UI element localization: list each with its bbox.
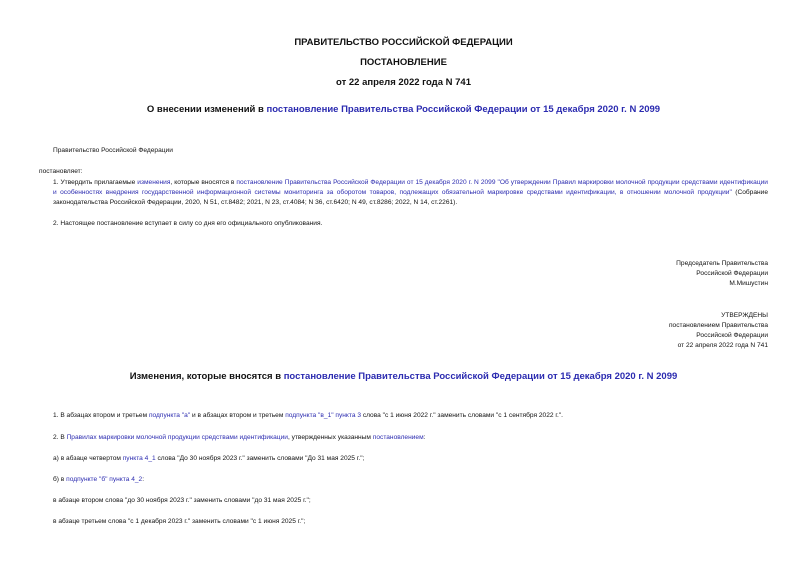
paragraph-1 (53, 178, 768, 208)
document-title-prefix: О внесении изменений в (146, 104, 267, 115)
change-b-1: в абзаце втором слова "до 30 ноября 2023 г." заменить словами "до 31 мая 2025 г."; (53, 497, 311, 504)
approval-date: от 22 апреля 2022 года N 741 (677, 342, 768, 349)
change-a (53, 454, 364, 464)
approval-block (669, 311, 768, 351)
document-date: от 22 апреля 2022 года N 741 (336, 77, 471, 88)
signature-block (676, 259, 768, 289)
change-2-text-c: : (423, 434, 426, 441)
change-1-text-a: 1. В абзацах втором и третьем (53, 412, 149, 419)
paragraph-1-text-b: , которые вносятся в (170, 179, 237, 186)
change-2-text-a: 2. В (53, 434, 67, 441)
government-name: Правительство Российской Федерации (53, 147, 173, 154)
government-heading: ПРАВИТЕЛЬСТВО РОССИЙСКОЙ ФЕДЕРАЦИИ (294, 37, 513, 48)
change-1-text-b: и в абзацах втором и третьем (190, 412, 286, 419)
subparagraph-v1-link[interactable]: подпункта "в_1" пункта 3 (285, 412, 361, 419)
approval-country: Российской Федерации (696, 332, 768, 339)
point-4-1-link[interactable]: пункта 4_1 (122, 455, 156, 462)
change-a-text-b: слова "До 30 ноября 2023 г." заменить словами "До 31 мая 2025 г."; (155, 455, 365, 462)
change-1-text-c: слова "с 1 июня 2022 г." заменить словами "с 1 сентября 2022 г.". (361, 412, 563, 419)
change-b-text-b: : (142, 476, 145, 483)
change-b-text-a: б) в (53, 476, 67, 483)
paragraph-1-text-a: 1. Утвердить прилагаемые (53, 179, 138, 186)
change-2-text-b: , утвержденных указанным (287, 434, 373, 441)
change-a-text-a: а) в абзаце четвертом (53, 455, 123, 462)
signature-name: М.Мишустин (729, 280, 768, 287)
document-type: ПОСТАНОВЛЕНИЕ (360, 57, 447, 68)
changes-title-prefix: Изменения, которые вносятся в (129, 371, 284, 382)
change-b-2: в абзаце третьем слова "с 1 декабря 2023 г." заменить словами "с 1 июня 2025 г."; (53, 518, 306, 525)
resolution-link[interactable]: постановлением (372, 434, 424, 441)
changes-link[interactable]: изменения (137, 179, 171, 186)
signature-country: Российской Федерации (696, 270, 768, 277)
approval-heading: УТВЕРЖДЕНЫ (721, 312, 768, 319)
changes-title (0, 371, 807, 382)
change-b (53, 475, 144, 485)
change-2 (53, 433, 425, 443)
decides-label: постановляет: (39, 168, 83, 175)
rules-link[interactable]: Правилах маркировки молочной продукции средствами идентификации (66, 434, 288, 441)
signature-position: Председатель Правительства (676, 260, 768, 267)
document-title (0, 104, 807, 115)
decree-2099-link[interactable]: постановление Правительства Российской Федерации от 15 декабря 2020 г. N 2099 (266, 104, 661, 115)
point-4-2-link[interactable]: подпункте "б" пункта 4_2 (66, 476, 143, 483)
approval-by: постановлением Правительства (668, 322, 768, 329)
changes-decree-link[interactable]: постановление Правительства Российской Федерации от 15 декабря 2020 г. N 2099 (283, 371, 678, 382)
decree-2099-full-link[interactable]: постановление Правительства Российской Федерации от 15 декабря 2020 г. N 2099 "Об утверждении Правил маркировки молочной продукции средствами идентификации и особенностях внедрения государственной информационной системы мониторинга за оборотом товаров, подлежащих обязательной маркировке средствами идентификации, в отношении молочной продукции" (53, 179, 768, 196)
paragraph-2: 2. Настоящее постановление вступает в силу со дня его официального опубликования. (53, 220, 323, 227)
subparagraph-a-link[interactable]: подпункта "а" (148, 412, 191, 419)
change-1 (53, 411, 563, 421)
paragraph-1-text-c: (Собрание законодательства Российской Федерации, 2020, N 51, ст.8482; 2021, N 23, ст.4084; N 36, ст.6420; N 49, ст.8286; 2022, N 14, ст.2261). (53, 189, 768, 206)
